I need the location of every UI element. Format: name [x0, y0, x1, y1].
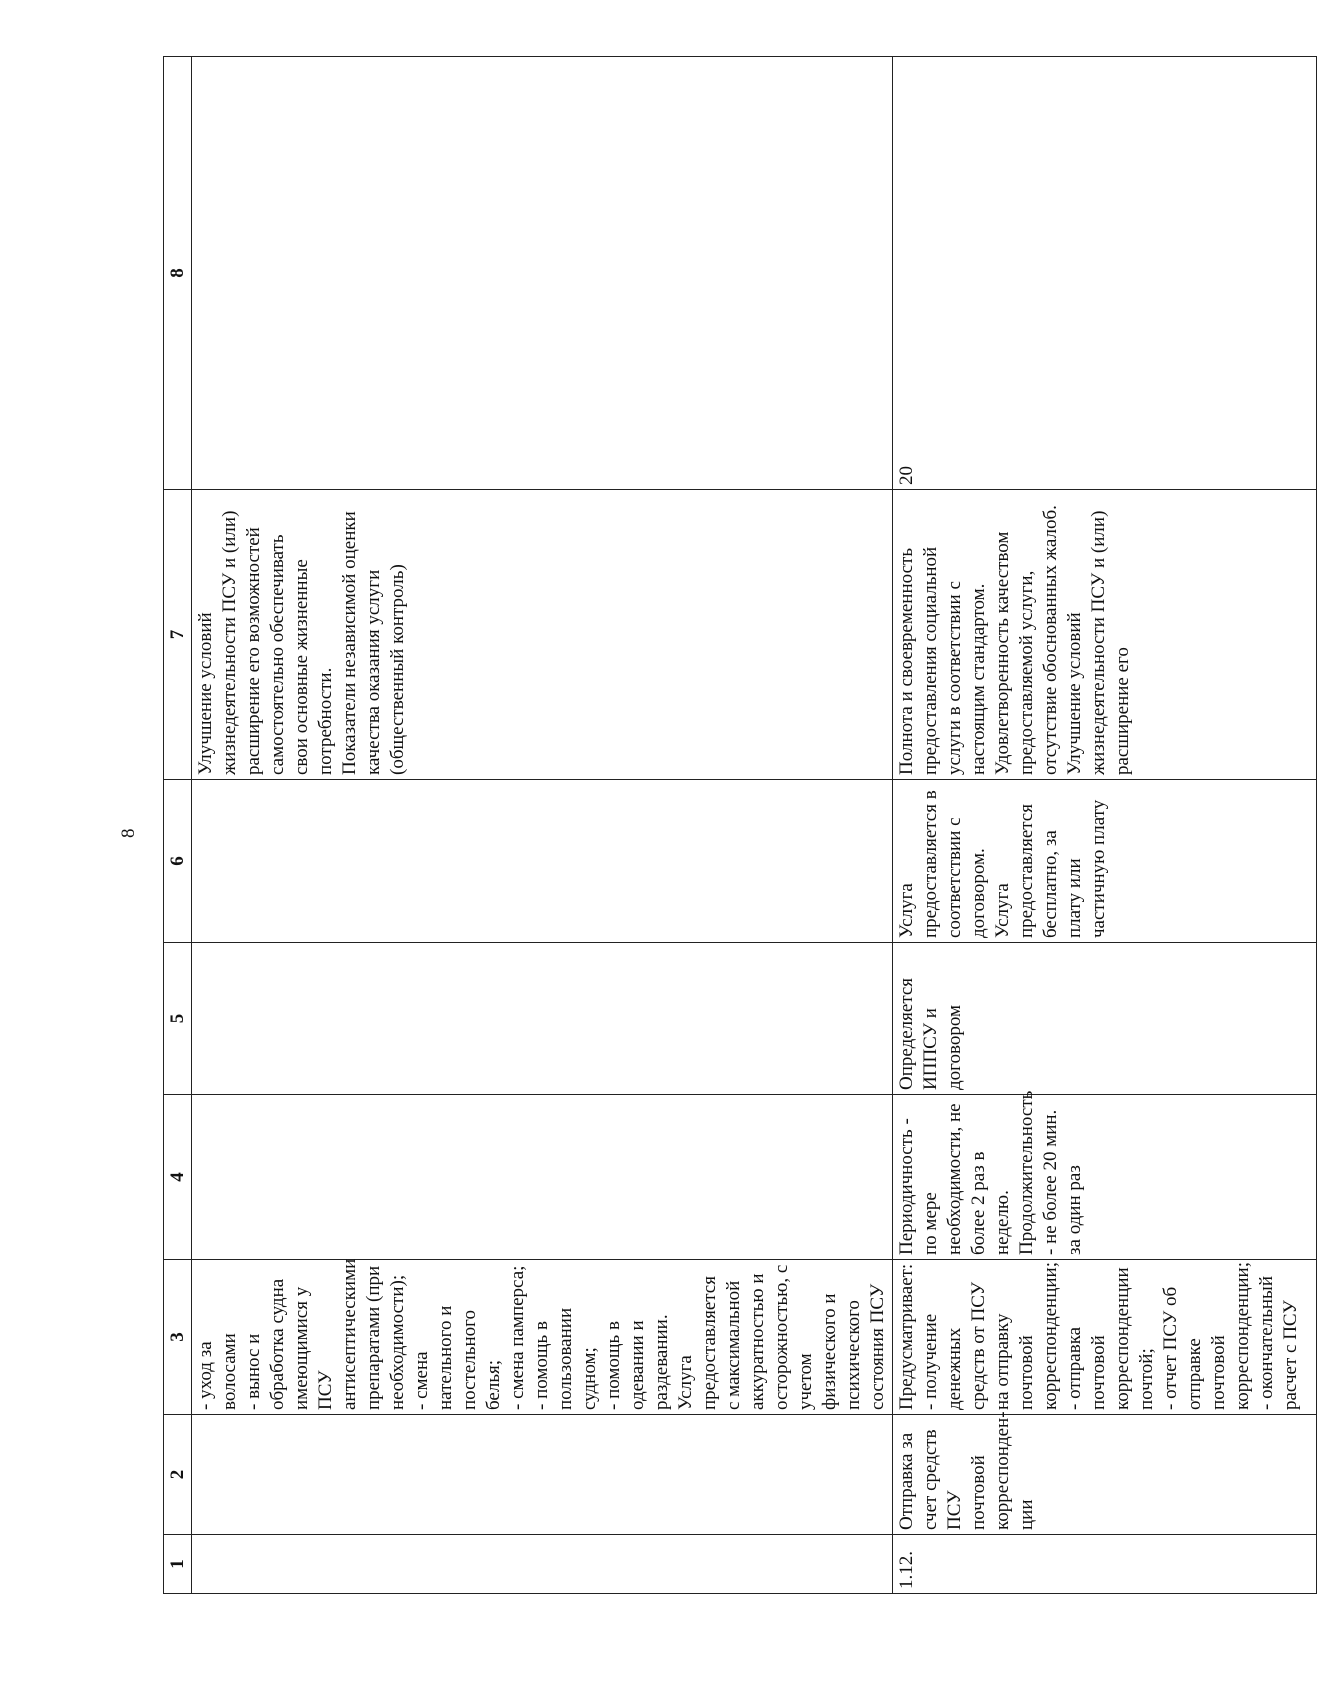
cell-volume	[192, 943, 893, 1095]
header-cell: 4	[164, 1095, 192, 1260]
cell-description: Предусматривает: - получение денежных средств от ПСУ на отправку почтовой корреспонденции; - отправка почтовой корреспонденции почтой; - отчет ПСУ об отправке почтовой корреспонденции; - окончательный расчет с ПСУ	[893, 1260, 1317, 1415]
header-cell: 6	[164, 780, 192, 943]
cell-tariff: 20	[893, 57, 1317, 490]
rotated-table-container	[163, 57, 1301, 1594]
table-row-continuation	[192, 57, 893, 1594]
header-cell: 3	[164, 1260, 192, 1415]
cell-quality-indicators: Полнота и своевременность предоставления социальной услуги в соответствии с настоящим стандартом. Удовлетворенность качеством предоставляемой услуги, отсутствие обоснованных жалоб. Улучшение условий жизнедеятельности ПСУ и (или) расширение его	[893, 490, 1317, 780]
header-cell: 8	[164, 57, 192, 490]
cell-description: - уход за волосами - вынос и обработка судна имеющимися у ПСУ антисептическими препаратами (при необходимости); - смена нательного и постельного белья; - смена памперса; - помощь в пользовании судном; - помощь в одевании и раздевании. Услуга предоставляется с максимальной аккуратностью и осторожностью, с учетом физического и психического состояния ПСУ	[192, 1260, 893, 1415]
header-cell: 5	[164, 943, 192, 1095]
cell-number	[192, 1535, 893, 1594]
cell-periodicity	[192, 1095, 893, 1260]
cell-conditions: Услуга предоставляется в соответствии с договором. Услуга предоставляется бесплатно, за плату или частичную плату	[893, 780, 1317, 943]
header-cell: 7	[164, 490, 192, 780]
cell-periodicity: Периодичность - по мере необходимости, не более 2 раз в неделю. Продолжительность - не более 20 мин. за один раз	[893, 1095, 1317, 1260]
cell-service-name: Отправка за счет средств ПСУ почтовой корреспонден-ции	[893, 1415, 1317, 1535]
cell-tariff	[192, 57, 893, 490]
cell-conditions	[192, 780, 893, 943]
table-header-row	[164, 57, 192, 1594]
services-table	[163, 56, 1317, 1594]
header-cell: 1	[164, 1535, 192, 1594]
cell-quality-indicators: Улучшение условий жизнедеятельности ПСУ и (или) расширение его возможностей самостоятельно обеспечивать свои основные жизненные потребности. Показатели независимой оценки качества оказания услуги (общественный контроль)	[192, 490, 893, 780]
table-row-1-12	[893, 57, 1317, 1594]
header-cell: 2	[164, 1415, 192, 1535]
cell-number: 1.12.	[893, 1535, 1317, 1594]
cell-volume: Определяется ИППСУ и договором	[893, 943, 1317, 1095]
page-number: 8	[118, 828, 139, 838]
cell-service-name	[192, 1415, 893, 1535]
